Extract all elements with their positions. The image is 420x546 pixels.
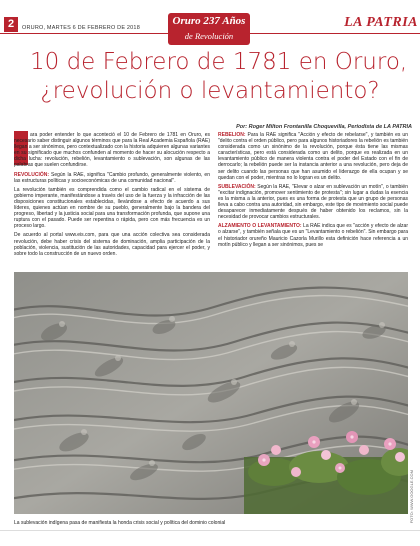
term-rebelion: REBELIÓN: [218, 132, 246, 138]
stone-relief-image [14, 272, 408, 514]
paragraph-alzamiento [218, 223, 408, 247]
definition-sublevacion: Según la RAE, "Elevar o alzar en sublevación un motín", o también "excitar indignación, promover sentimiento de protesta"; sin lugar a dudas la esencia es la misma a la anterior, pues es una forma de protesta que un grupo de personas lleva a cabo contra una autoridad, sin embargo, este tipo de movimiento social puede desaparecer inmediatamente después de haber obtenido los reclamos, sin la necesidad de provocar cambios estructurales. [218, 183, 408, 221]
relief-photo [14, 272, 408, 514]
photo-caption: La sublevación indígena pasa de manifiesta la honda crisis social y política del dominio colonial [14, 520, 226, 526]
dateline: ORURO, MARTES 6 DE FEBRERO DE 2018 [22, 25, 140, 31]
emblem-subtitle: de Revolución [184, 31, 234, 41]
term-alzamiento: ALZAMIENTO O LEVANTAMIENTO: [218, 223, 302, 230]
paragraph-intro: ara poder entender lo que aconteció el 10 de Febrero de 1781 en Oruro, es necesario saber distinguir algunos términos que para la Real Academia Española (RAE) llegan a ser sinónimos, pero contextualizado con la historia adquieren algunas variantes en su significado que muchos confunden al momento de hacer su alocución respecto a dicha lucha: revolución, rebelión, levantamiento o sublevación, son algunas de las palabras que suelen confundirse. [14, 132, 210, 169]
photo-credit: FOTO: WWW.GOOGLE.COM [409, 470, 414, 524]
newspaper-brand: LA PATRIA [344, 15, 418, 30]
article-column-left [14, 132, 210, 270]
term-sublevacion: SUBLEVACIÓN: [218, 183, 256, 190]
footer-rule [0, 530, 420, 531]
paragraph-rebelion [218, 132, 408, 181]
paragraph-sublevacion [218, 184, 408, 221]
article-column-right [218, 132, 408, 270]
headline-line-2: ¿revolución o levantamiento? [40, 78, 380, 104]
paragraph-revolucion [14, 172, 210, 184]
headline-line-1: 10 de Febrero de 1781 en Oruro, [30, 49, 408, 75]
term-revolucion: REVOLUCIÓN: [14, 171, 49, 178]
definition-revolucion: Según la RAE, significa "Cambio profundo, generalmente violento, en las estructuras políticas y socioeconómicas de una comunidad nacional". [14, 171, 210, 184]
paragraph-revolucion-criteria: De acuerdo al portal www.eis.com, para que una acción colectiva sea considerada revolución, debe haber crisis del sistema de dominación, amplia participación de la población, violencia, sustitución de las autoridades, capacidad para ejercer el poder, y sobre todo la construcción de un nuevo orden. [14, 232, 210, 257]
definition-alzamiento: La RAE indica que es "acción y efecto de alzar o alzarse", y también señala que es un "Levantamiento o rebelión". Sin embargo para el historiador orureño Mauricio Cazorla Murillo esta definición hace referencia a un motín público y llegan a ser sinónimos, pues se [218, 223, 408, 248]
byline: Por: Roger Milton Frontanilla Choquevilla, Periodista de LA PATRIA [236, 124, 412, 130]
page-number: 2 [4, 17, 18, 32]
emblem-title: Oruro 237 Años [172, 15, 246, 27]
paragraph-revolucion-context: La revolución también es comprendida como el cambio radical en el sistema de gobierno imperante, manifestándose a través del uso de la fuerza y la infracción de las disposiciones constitucionales establecidas, llevándose a efecto de acuerdo a sus líderes, quienes actúan en nombre de su pueblo, generalmente bajo la bandera del progreso, libertad y la justicia social para una transformación profunda, que supone una ruptura con el pasado. Puede ser repentina o rápida, pero con más frecuencia es un proceso largo. [14, 186, 210, 230]
definition-rebelion: Para la RAE significa "Acción y efecto de rebelarse", y también es un "delito contra el orden público, pero para algunos historiadores la rebelión es también considerada como un sinónimo de la revolución, porque ésta tiene las mismas características, pero está considerada como un delito, porque es realizada en un levantamiento público de manera violenta contra el poder del Estado con el fin de derrocarlo; la rebelión puede ser la instancia anterior a una revolución, pero deja de ser delito cuando las personas que han asumido el liderazgo de ella ocupan y se quedan con el poder, mientras no lo logran es un delito. [218, 132, 408, 181]
